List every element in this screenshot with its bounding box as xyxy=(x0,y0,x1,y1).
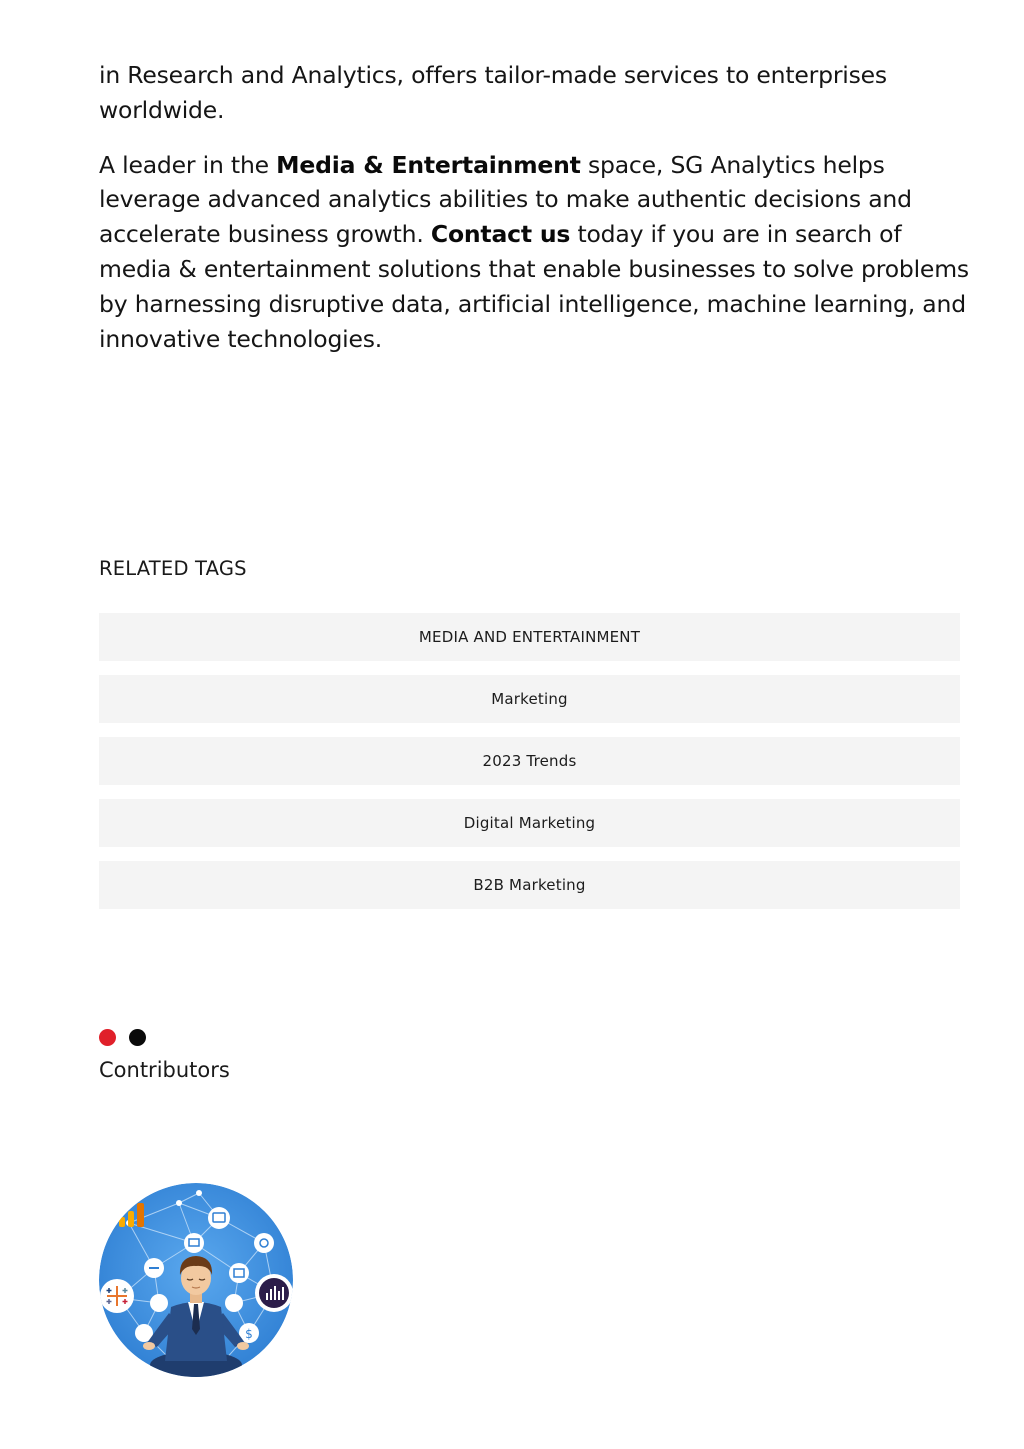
avatar-illustration xyxy=(99,1183,293,1377)
related-tags-list xyxy=(99,613,960,923)
contact-us-link[interactable]: Contact us xyxy=(430,220,571,249)
adobe-analytics-logo-icon xyxy=(255,1274,293,1312)
paragraph-text: today if you are in search of media & entertainment solutions that enable businesses to solve problems by harnessing disruptive data, artificial intelligence, machine learning, and innovative technologies. xyxy=(99,220,969,353)
contributors-title: Contributors xyxy=(99,1058,230,1082)
paragraph-intro: in Research and Analytics, offers tailor-made services to enterprises worldwide. xyxy=(99,61,887,124)
tag-digital-marketing[interactable]: Digital Marketing xyxy=(99,799,960,847)
article-body xyxy=(99,58,969,356)
tag-b2b-marketing[interactable]: B2B Marketing xyxy=(99,861,960,909)
black-dot-icon xyxy=(129,1029,146,1046)
svg-text:$: $ xyxy=(245,1327,253,1341)
related-tags-heading: RELATED TAGS xyxy=(99,557,247,580)
paragraph-text: space, SG Analytics helps leverage advanced analytics abilities to make authentic decisions and accelerate business growth. xyxy=(99,150,912,249)
paragraph-media-entertainment xyxy=(99,148,969,357)
contributor-avatar[interactable] xyxy=(99,1183,293,1377)
tag-marketing[interactable]: Marketing xyxy=(99,675,960,723)
red-dot-icon xyxy=(99,1029,116,1046)
tableau-logo-icon xyxy=(100,1279,134,1313)
paragraph-text: A leader in the xyxy=(99,150,277,179)
section-dots xyxy=(99,1029,146,1046)
tag-media-and-entertainment[interactable]: MEDIA AND ENTERTAINMENT xyxy=(99,613,960,661)
google-analytics-logo-icon xyxy=(119,1203,144,1227)
media-entertainment-bold: Media & Entertainment xyxy=(276,150,581,179)
tag-2023-trends[interactable]: 2023 Trends xyxy=(99,737,960,785)
